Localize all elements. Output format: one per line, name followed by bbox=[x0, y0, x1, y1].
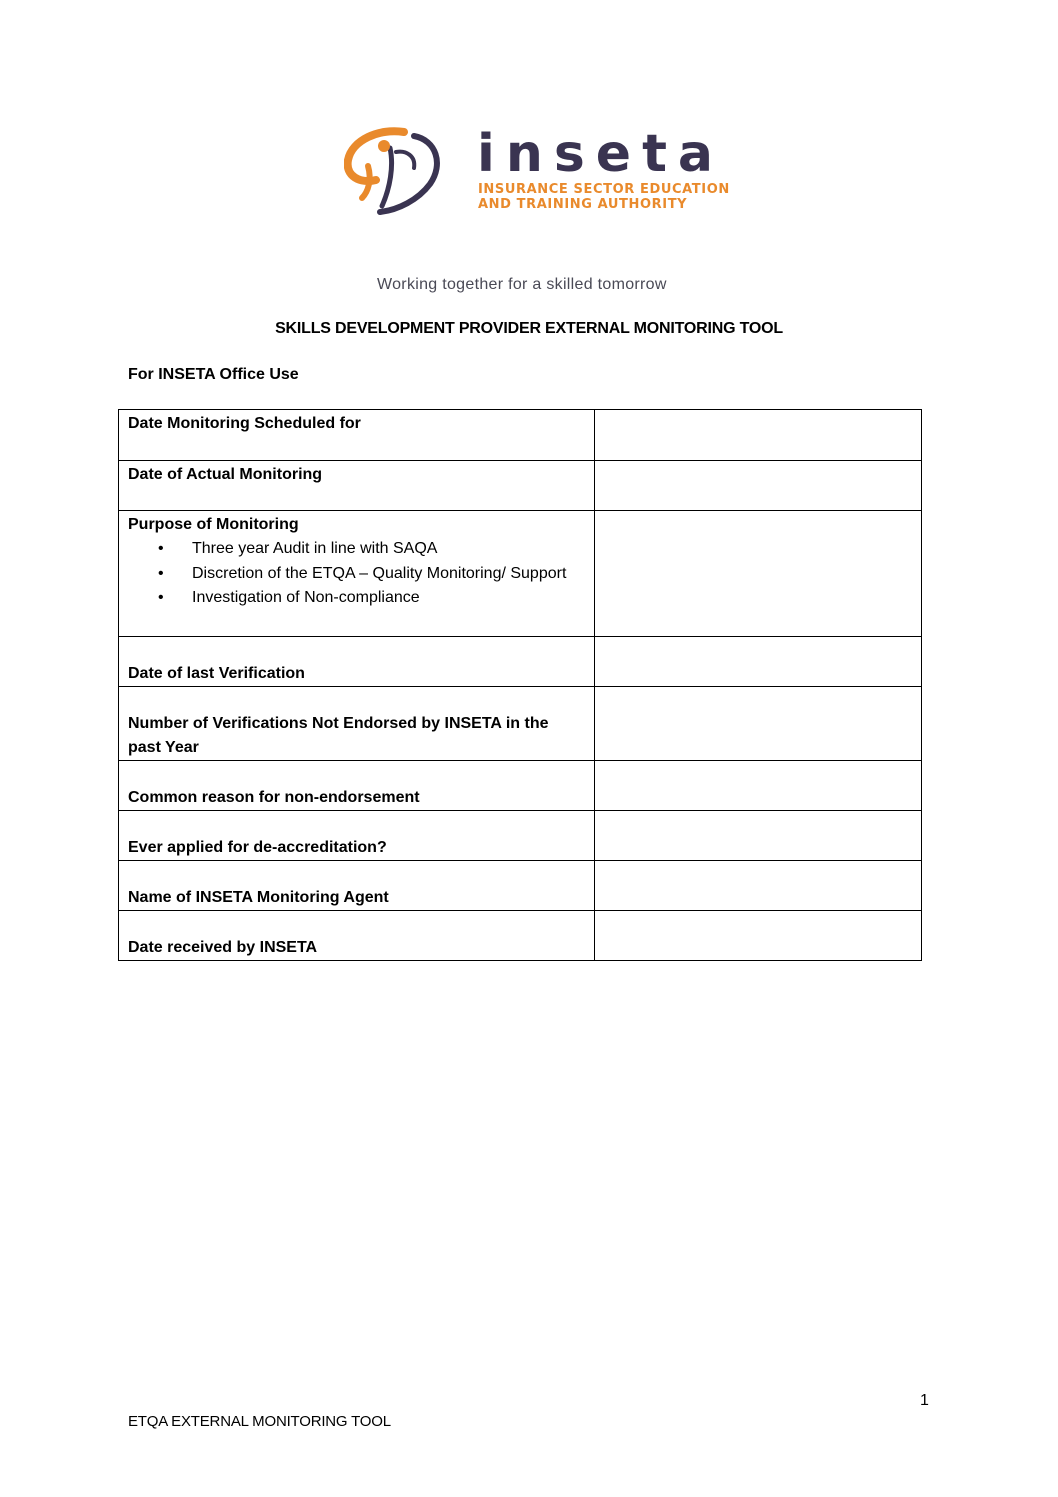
deaccreditation-label: Ever applied for de-accreditation? bbox=[119, 811, 595, 861]
form-row-monitoring-agent bbox=[119, 861, 922, 911]
non-endorsement-reason-label: Common reason for non-endorsement bbox=[119, 761, 595, 811]
date-scheduled-label: Date Monitoring Scheduled for bbox=[119, 410, 595, 461]
date-received-label: Date received by INSETA bbox=[119, 911, 595, 961]
logo-subtitle-line2: AND TRAINING AUTHORITY bbox=[478, 197, 688, 212]
tagline: Working together for a skilled tomorrow bbox=[377, 276, 667, 293]
logo-subtitle-line1: INSURANCE SECTOR EDUCATION bbox=[478, 182, 730, 197]
form-row-non-endorsement-reason bbox=[119, 761, 922, 811]
form-row-date-scheduled bbox=[119, 410, 922, 461]
form-row-date-actual bbox=[119, 461, 922, 511]
purpose-field[interactable] bbox=[594, 511, 922, 637]
form-row-verifications-not-endorsed bbox=[119, 687, 922, 761]
bullet-icon: • bbox=[158, 564, 164, 582]
date-received-field[interactable] bbox=[594, 911, 922, 961]
monitoring-agent-label: Name of INSETA Monitoring Agent bbox=[119, 861, 595, 911]
page-footer: ETQA EXTERNAL MONITORING TOOL bbox=[128, 1413, 391, 1430]
bullet-icon: • bbox=[158, 589, 164, 606]
bullet-icon: • bbox=[158, 540, 164, 557]
purpose-option-text: Three year Audit in line with SAQA bbox=[192, 540, 438, 557]
inseta-figure-icon bbox=[344, 126, 444, 216]
last-verification-label: Date of last Verification bbox=[119, 637, 595, 687]
monitoring-agent-field[interactable] bbox=[594, 861, 922, 911]
form-row-purpose bbox=[119, 511, 922, 637]
purpose-option-text: Discretion of the ETQA – Quality Monitoring/ Support bbox=[192, 564, 567, 582]
purpose-options-list bbox=[128, 537, 585, 611]
form-row-date-received bbox=[119, 911, 922, 961]
logo-wordmark: inseta bbox=[477, 124, 725, 184]
inseta-logo bbox=[344, 124, 730, 218]
date-scheduled-field[interactable] bbox=[594, 410, 922, 461]
non-endorsement-reason-field[interactable] bbox=[594, 761, 922, 811]
page-number: 1 bbox=[920, 1392, 929, 1409]
date-actual-field[interactable] bbox=[594, 461, 922, 511]
verifications-not-endorsed-field[interactable] bbox=[594, 687, 922, 761]
form-row-last-verification bbox=[119, 637, 922, 687]
monitoring-form-table bbox=[118, 409, 922, 961]
purpose-label: Purpose of Monitoring bbox=[128, 516, 299, 533]
deaccreditation-field[interactable] bbox=[594, 811, 922, 861]
last-verification-field[interactable] bbox=[594, 637, 922, 687]
document-title: SKILLS DEVELOPMENT PROVIDER EXTERNAL MONITORING TOOL bbox=[275, 320, 783, 337]
verifications-not-endorsed-label: Number of Verifications Not Endorsed by INSETA in the past Year bbox=[119, 687, 595, 761]
purpose-option-discretion bbox=[158, 562, 585, 587]
form-row-deaccreditation bbox=[119, 811, 922, 861]
office-use-heading: For INSETA Office Use bbox=[128, 366, 299, 383]
purpose-option-text: Investigation of Non-compliance bbox=[192, 589, 420, 606]
purpose-cell bbox=[119, 511, 595, 637]
purpose-option-investigation bbox=[158, 586, 585, 611]
purpose-option-audit bbox=[158, 537, 585, 562]
date-actual-label: Date of Actual Monitoring bbox=[119, 461, 595, 511]
